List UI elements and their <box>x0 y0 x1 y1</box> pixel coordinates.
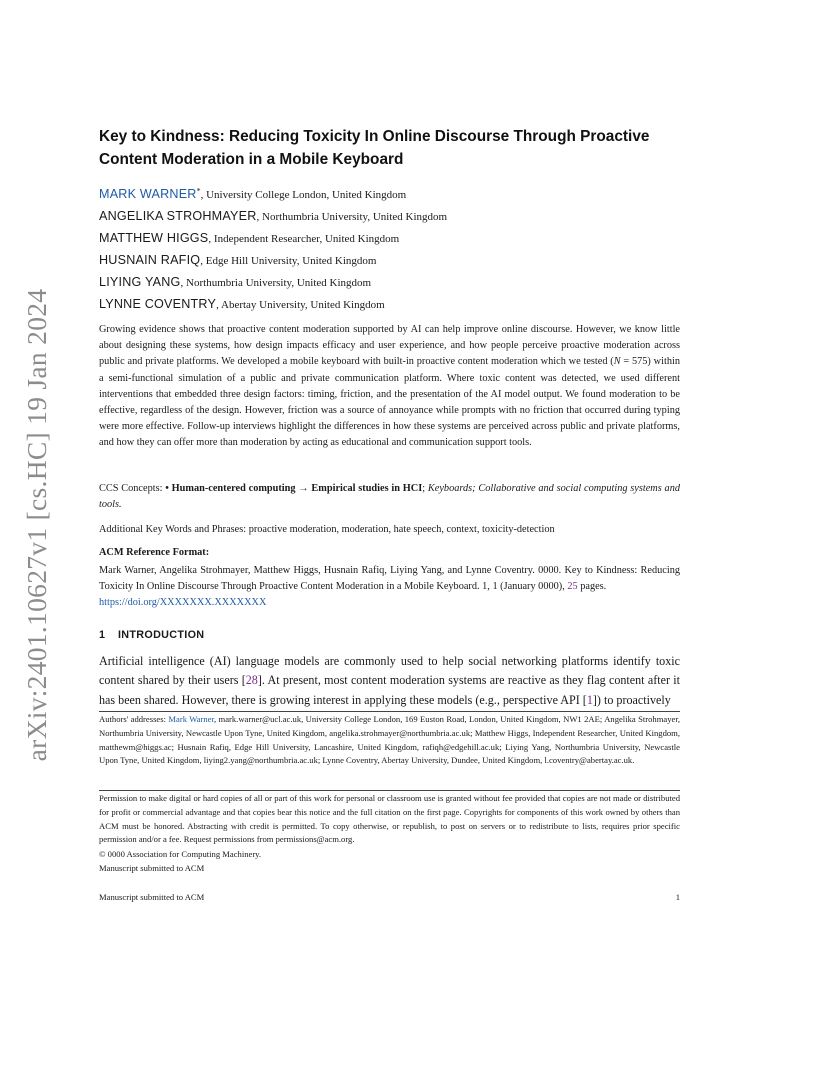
ccs-label: CCS Concepts: <box>99 483 166 494</box>
author-affiliation: , Edge Hill University, United Kingdom <box>200 255 377 267</box>
addresses-text: , mark.warner@ucl.ac.uk, University College London, 169 Euston Road, London, United Kingdom, NW1 2AE; Angelika Strohmayer, Northumbria University, Newcastle Upon Tyne, United Kingdom, angelika.strohmayer@northumbria.ac.uk; Matthew Higgs, Independent Researcher, United Kingdom, matthewm@higgs.ac; Husnain Rafiq, Edge Hill University, Lancashire, United Kingdom, rafiqh@edgehill.ac.uk; Liying Yang, Northumbria University, Newcastle Upon Tyne, United Kingdom, liying2.yang@northumbria.ac.uk; Lynne Coventry, Abertay University, Dundee, United Kingdom, l.coventry@abertay.ac.uk. <box>99 714 680 766</box>
copyright-notice: © 0000 Association for Computing Machinery. <box>99 849 262 859</box>
pages-word: pages. <box>577 581 607 593</box>
author-name-link[interactable]: MARK WARNER <box>99 187 197 201</box>
footer-left: Manuscript submitted to ACM <box>99 892 205 902</box>
footnote-divider <box>99 711 680 712</box>
author-name: MATTHEW HIGGS <box>99 231 209 245</box>
authors-addresses <box>99 713 680 768</box>
citation-link[interactable]: 28 <box>245 673 258 688</box>
page-number: 1 <box>675 892 680 902</box>
permission-notice: Permission to make digital or hard copies of all or part of this work for personal or classroom use is granted without fee provided that copies are not made or distributed for profit or commercial advantage and that copies bear this notice and the full citation on the first page. Copyrights for components of this work owned by others than ACM must be honored. Abstracting with credit is permitted. To copy otherwise, or republish, to post on servers or to redistribute to lists, requires prior specific permission and/or a fee. Request permissions from permissions@acm.org. <box>99 793 680 845</box>
manuscript-note: Manuscript submitted to ACM <box>99 863 205 873</box>
author-affiliation: , Abertay University, United Kingdom <box>216 299 385 311</box>
arxiv-stamp: arXiv:2401.10627v1 [cs.HC] 19 Jan 2024 <box>21 288 52 762</box>
paper-title: Key to Kindness: Reducing Toxicity In Online Discourse Through Proactive Content Moderation in a Mobile Keyboard <box>99 128 650 168</box>
page-footer <box>99 890 680 904</box>
acm-reference <box>99 563 680 612</box>
section-heading <box>99 629 204 641</box>
section-title: INTRODUCTION <box>118 629 205 641</box>
keywords: Additional Key Words and Phrases: proactive moderation, moderation, hate speech, context, toxicity-detection <box>99 524 555 535</box>
author-affiliation: , Northumbria University, United Kingdom <box>256 211 448 223</box>
introduction-paragraph <box>99 652 680 710</box>
ccs-concepts <box>99 481 680 513</box>
abstract-text-cont: = 575) within a semi-functional simulation of a public and private communication platform. Where toxic content was detected, we used different interventions that embedded three design factors: timing, friction, and the presentation of the AI model output. We found moderation to be effective, regardless of the design. However, friction was a source of annoyance while prompts with no friction that occurred during typing were more effective. Follow-up interviews highlight the differences in how these systems are perceived across public and private platforms, and how they can offer more than moderation by acting as educational and communication support tools. <box>99 356 680 449</box>
author-footnote-mark: * <box>196 186 201 196</box>
author-entry <box>99 227 680 249</box>
ccs-bullet: • <box>165 483 172 494</box>
author-name: ANGELIKA STROHMAYER <box>99 209 257 223</box>
author-name: LIYING YANG <box>99 275 181 289</box>
acm-reference-text: Mark Warner, Angelika Strohmayer, Matthew Higgs, Husnain Rafiq, Liying Yang, and Lynne Coventry. 0000. Key to Kindness: Reducing Toxicity In Online Discourse Through Proactive Content Moderation in a Mobile Keyboard. 1, 1 (January 0000), <box>99 565 680 593</box>
intro-text: ]) to proactively <box>592 692 671 707</box>
ccs-separator: ; <box>422 483 428 494</box>
citation-link[interactable]: 1 <box>586 692 593 707</box>
ccs-secondary: Keyboards; Collaborative and social computing systems and tools. <box>99 483 681 511</box>
ccs-primary: Human-centered computing → Empirical studies in HCI <box>171 483 423 494</box>
author-list <box>99 183 680 315</box>
acm-reference-heading: ACM Reference Format: <box>99 547 210 558</box>
permission-divider <box>99 790 680 791</box>
abstract-n-variable: N <box>613 356 621 368</box>
doi-link[interactable]: https://doi.org/XXXXXXX.XXXXXXX <box>99 597 267 609</box>
abstract-text: Growing evidence shows that proactive content moderation supported by AI can help improve online discourse. However, we know little about designing these systems, how design impacts efficacy and user experience, and how people perceive proactive moderation across public and private platforms. We developed a mobile keyboard with built-in proactive content moderation which we tested ( <box>99 324 680 368</box>
pages-link[interactable]: 25 <box>567 581 578 593</box>
author-name: LYNNE COVENTRY <box>99 297 217 311</box>
section-number: 1 <box>99 629 106 641</box>
author-name: HUSNAIN RAFIQ <box>99 253 201 267</box>
author-address-link[interactable]: Mark Warner <box>168 714 214 724</box>
abstract <box>99 322 680 452</box>
addresses-label: Authors' addresses: <box>99 714 169 724</box>
author-affiliation: , Independent Researcher, United Kingdom <box>208 233 400 245</box>
author-affiliation: , University College London, United Kingdom <box>200 189 407 201</box>
intro-text: ]. At present, most content moderation systems are reactive as they flag content after it has been shared. However, there is growing interest in applying these models (e.g., perspective API [ <box>99 673 680 707</box>
author-entry <box>99 205 680 227</box>
author-entry <box>99 249 680 271</box>
author-entry <box>99 183 680 205</box>
author-entry <box>99 293 680 315</box>
author-affiliation: , Northumbria University, United Kingdom <box>180 277 372 289</box>
intro-text: Artificial intelligence (AI) language models are commonly used to help social networking platforms identify toxic content shared by their users [ <box>99 654 680 688</box>
author-entry <box>99 271 680 293</box>
